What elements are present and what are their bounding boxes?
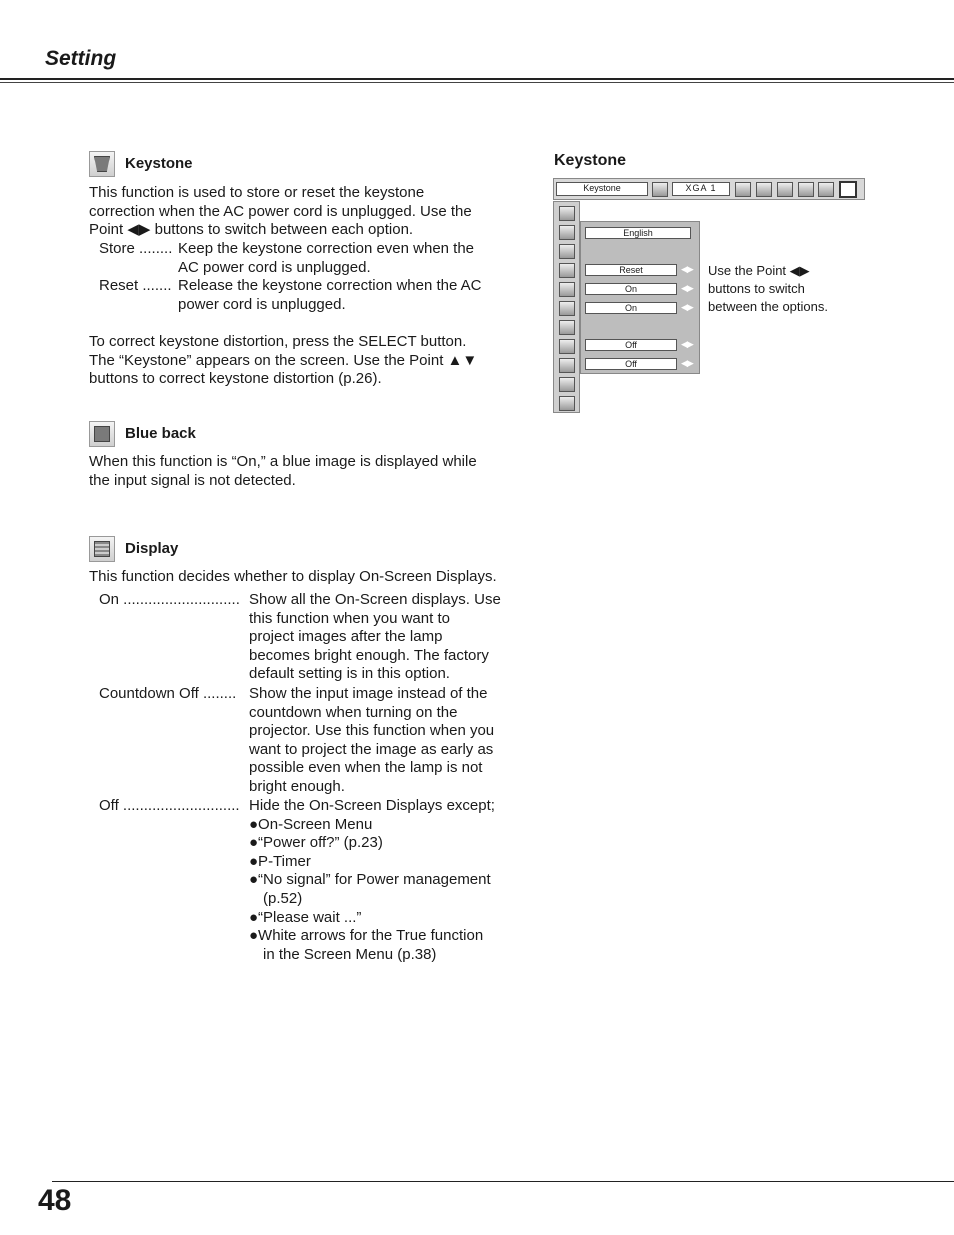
bullet-item: ●“No signal” for Power management [249, 871, 491, 889]
footer-rule [52, 1181, 954, 1182]
keystone-note-line: buttons to correct keystone distortion (p.26). [89, 370, 382, 388]
option-term-countdown-off: Countdown Off ........ [99, 685, 237, 702]
callout-line: buttons to switch [708, 281, 805, 296]
callout-line: between the options. [708, 299, 828, 314]
osd-input-icon [652, 182, 668, 197]
osd-left-right-arrows: ◀▶ [681, 358, 693, 368]
osd-left-right-arrows: ◀▶ [681, 283, 693, 293]
option-def-on [249, 591, 501, 684]
osd-exit-icon [559, 396, 575, 411]
option-def-line: projector. Use this function when you [249, 722, 495, 740]
osd-setting-icon [839, 181, 857, 198]
bullet-item: ●On-Screen Menu [249, 815, 373, 833]
display-icon [89, 536, 115, 562]
keystone-title: Keystone [125, 155, 193, 172]
bullet-item-cont: (p.52) [263, 889, 303, 907]
osd-left-right-arrows: ◀▶ [681, 339, 693, 349]
osd-screen-icon [798, 182, 814, 197]
option-def-line: want to project the image as early as [249, 740, 494, 758]
option-def-line: power cord is unplugged. [178, 295, 346, 313]
option-term-off: Off ............................ [99, 797, 240, 814]
option-def-line: Hide the On-Screen Displays except; [249, 797, 495, 814]
bullet-item-cont: in the Screen Menu (p.38) [263, 945, 437, 963]
keystone-note [89, 333, 519, 389]
osd-menu-bar [553, 178, 865, 200]
osd-menu-label: Keystone [556, 182, 648, 196]
osd-blue-back-icon [559, 282, 575, 297]
osd-value-rear: Off [585, 358, 677, 370]
blue-back-icon [89, 421, 115, 447]
keystone-intro-line: This function is used to store or reset the keystone [89, 184, 425, 201]
osd-source-label: XGA 1 [672, 182, 730, 196]
option-def-store [178, 240, 474, 277]
osd-sidebar [553, 201, 580, 413]
section-header-title: Setting [45, 47, 117, 70]
osd-left-right-arrows: ◀▶ [681, 302, 693, 312]
option-term-on: On ............................ [99, 591, 240, 608]
option-def-line: AC power cord is unplugged. [178, 258, 371, 276]
osd-display-icon [559, 301, 575, 316]
osd-value-language: English [585, 227, 691, 239]
option-def-line: countdown when turning on the [249, 703, 458, 721]
callout-line: Use the Point ◀▶ [708, 263, 810, 278]
osd-logo-icon [559, 320, 575, 335]
bullet-item: ●“Please wait ...” [249, 908, 362, 926]
display-intro: This function decides whether to display On-Screen Displays. [89, 568, 497, 585]
osd-menu-icon [559, 225, 575, 240]
figure-callout [708, 262, 828, 316]
option-def-line: Release the keystone correction when the AC [178, 277, 482, 294]
osd-value-keystone: Reset [585, 264, 677, 276]
osd-language-icon [559, 244, 575, 259]
option-def-off [249, 797, 519, 964]
osd-left-right-arrows: ◀▶ [681, 264, 693, 274]
osd-down-icon [559, 377, 575, 392]
page-number: 48 [38, 1184, 72, 1217]
keystone-intro-line: Point ◀▶ buttons to switch between each option. [89, 221, 414, 239]
osd-rear-icon [559, 358, 575, 373]
keystone-intro-line: correction when the AC power cord is unplugged. Use the [89, 202, 472, 220]
osd-settings-panel [580, 221, 700, 374]
option-term-reset: Reset ....... [99, 277, 172, 294]
bullet-item: ●“Power off?” (p.23) [249, 834, 383, 852]
osd-ceiling-icon [559, 339, 575, 354]
option-term-store: Store ........ [99, 240, 173, 257]
option-def-countdown-off [249, 685, 494, 797]
osd-value-blue-back: On [585, 283, 677, 295]
osd-image-adjust-icon [777, 182, 793, 197]
osd-up-icon [559, 206, 575, 221]
keystone-note-line: The “Keystone” appears on the screen. Use the Point ▲▼ [89, 351, 478, 369]
display-title: Display [125, 540, 179, 557]
option-def-line: Show the input image instead of the [249, 685, 488, 702]
osd-image-select-icon [756, 182, 772, 197]
osd-keystone-icon [559, 263, 575, 278]
keystone-icon [89, 151, 115, 177]
osd-pc-adjust-icon [735, 182, 751, 197]
blue-back-line: When this function is “On,” a blue image is displayed while [89, 453, 477, 470]
option-def-line: default setting is in this option. [249, 665, 450, 683]
blue-back-title: Blue back [125, 425, 196, 442]
osd-value-ceiling: Off [585, 339, 677, 351]
header-rule-thin [0, 82, 954, 83]
header-rule [0, 78, 954, 80]
option-def-line: Keep the keystone correction even when the [178, 240, 475, 257]
bullet-item: ●White arrows for the True function [249, 927, 484, 945]
bullet-item: ●P-Timer [249, 852, 311, 870]
osd-sound-icon [818, 182, 834, 197]
figure-title: Keystone [554, 152, 627, 169]
option-def-line: project images after the lamp [249, 628, 443, 646]
blue-back-text [89, 453, 519, 490]
keystone-note-line: To correct keystone distortion, press the SELECT button. [89, 333, 467, 350]
option-def-line: possible even when the lamp is not [249, 759, 483, 777]
option-def-line: becomes bright enough. The factory [249, 646, 489, 664]
osd-value-display: On [585, 302, 677, 314]
option-def-reset [178, 277, 482, 314]
keystone-intro [89, 184, 519, 240]
option-def-line: Show all the On-Screen displays. Use [249, 591, 501, 608]
option-def-line: this function when you want to [249, 609, 450, 627]
blue-back-line: the input signal is not detected. [89, 471, 296, 489]
option-def-line: bright enough. [249, 777, 345, 795]
